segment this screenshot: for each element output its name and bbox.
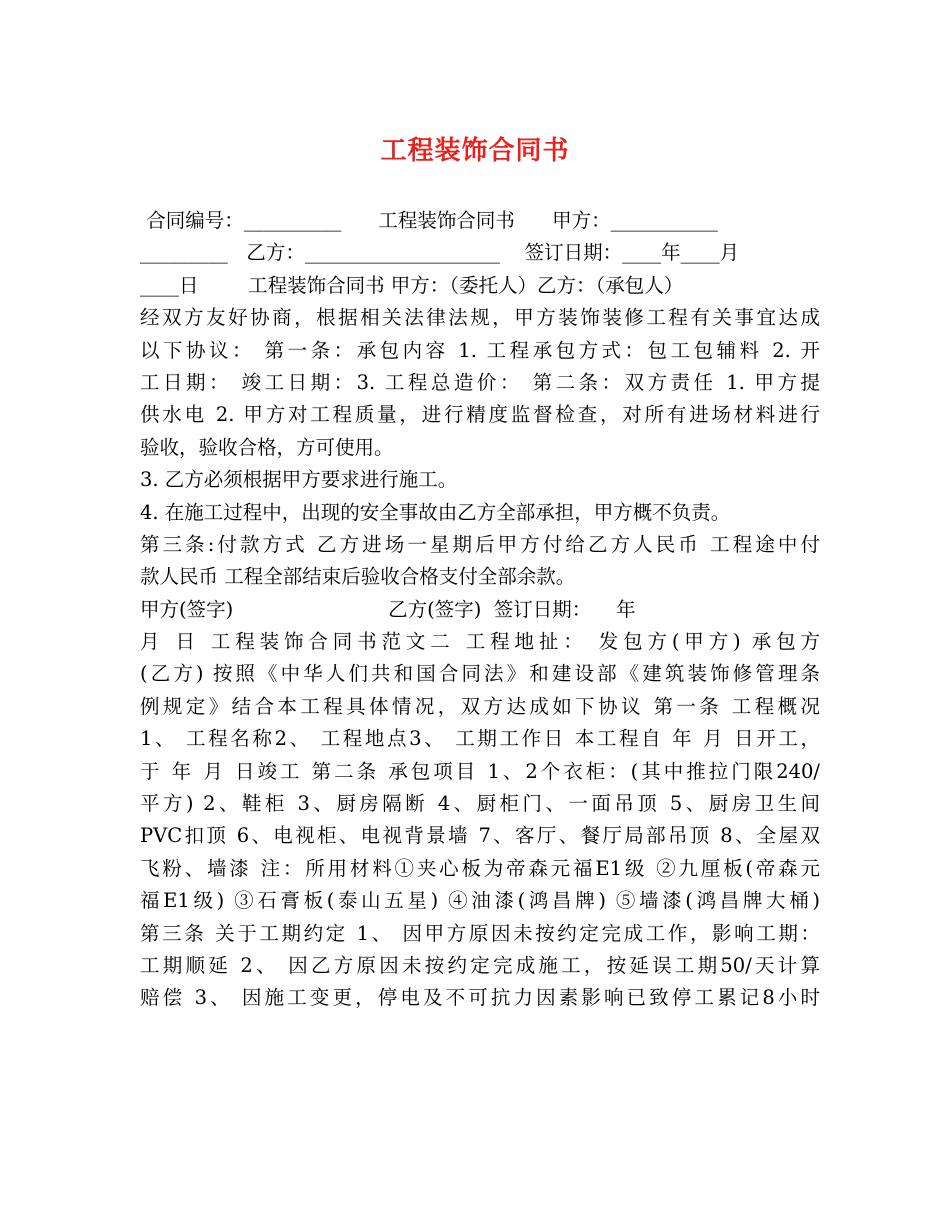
document-title: 工程装饰合同书 [380,136,570,166]
text-line: 赔偿 3、 因施工变更，停电及不可抗力因素影响已致停工累记8小时 [140,986,820,1010]
text-line: (乙方) 按照《中华人们共和国合同法》和建设部《建筑装饰修管理条 [140,662,820,686]
text-line: 以下协议： 第一条：承包内容 1. 工程承包方式：包工包辅料 2. 开 [140,338,820,362]
text-line: 甲方(签字) 乙方(签字) 签订日期： 年 [140,597,636,621]
text-line: 平方) 2、鞋柜 3、厨房隔断 4、厨柜门、一面吊顶 5、厨房卫生间 [140,792,820,816]
text-line: 第三条:付款方式 乙方进场一星期后甲方付给乙方人民币 工程途中付 [140,532,820,556]
text-line: 飞粉、墙漆 注：所用材料①夹心板为帝森元福E1级 ②九厘板(帝森元 [140,856,820,880]
text-line: 第三条 关于工期约定 1、 因甲方原因未按约定完成工作，影响工期： [140,921,820,945]
text-line: ____日 工程装饰合同书 甲方：（委托人）乙方：（承包人） [140,273,684,297]
text-line: 工期顺延 2、 因乙方原因未按约定完成施工，按延误工期50/天计算 [140,953,820,977]
text-line: 福E1级) ③石膏板(泰山五星) ④油漆(鸿昌牌) ⑤墙漆(鸿昌牌大桶) [140,889,820,913]
text-line: 于 年 月 日竣工 第二条 承包项目 1、2个衣柜：(其中推拉门限240/ [140,759,820,783]
text-line: PVC扣顶 6、电视柜、电视背景墙 7、客厅、餐厅局部吊顶 8、全屋双 [140,824,820,848]
text-line: 合同编号：__________ 工程装饰合同书 甲方：___________ [140,209,718,232]
document-body [140,205,820,1015]
text-line: _________ 乙方：____________________ 签订日期：____年____月 [140,241,740,265]
text-line: 1、 工程名称2、 工程地点3、 工期工作日 本工程自 年 月 日开工， [140,727,820,751]
text-line: 月 日 工程装饰合同书范文二 工程地扯： 发包方(甲方) 承包方 [140,630,820,654]
text-line: 款人民币 工程全部结束后验收合格支付全部余款。 [140,565,576,589]
text-line: 供水电 2. 甲方对工程质量，进行精度监督检查，对所有进场材料进行 [140,403,820,427]
text-line: 验收，验收合格，方可使用。 [140,435,394,459]
text-line: 4. 在施工过程中，出现的安全事故由乙方全部承担，甲方概不负责。 [140,500,731,524]
text-line: 工日期： 竣工日期：3. 工程总造价： 第二条：双方责任 1. 甲方提 [140,370,820,394]
text-line: 3. 乙方必须根据甲方要求进行施工。 [140,468,458,492]
text-line: 经双方友好协商，根据相关法律法规，甲方装饰装修工程有关事宜达成 [140,306,820,330]
text-line: 例规定》结合本工程具体情况，双方达成如下协议 第一条 工程概况 [140,694,820,718]
